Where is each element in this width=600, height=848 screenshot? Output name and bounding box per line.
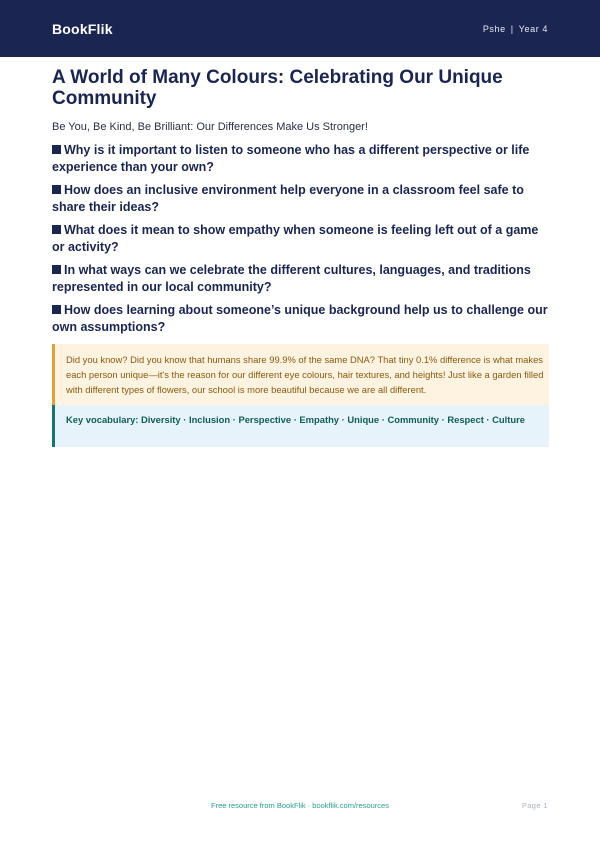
- subject-year-meta: [483, 24, 548, 34]
- main-content: [52, 67, 549, 447]
- question-text: In what ways can we celebrate the different cultures, languages, and traditions represented in our local community?: [52, 263, 531, 294]
- question-item: [52, 222, 549, 256]
- square-bullet-icon: [52, 225, 61, 234]
- subject-label: Pshe: [482, 23, 506, 34]
- question-item: [52, 302, 549, 336]
- brand-logo[interactable]: BookFlik: [52, 20, 113, 37]
- fact-text: Did you know? Did you know that humans share 99.9% of the same DNA? That tiny 0.1% difference is what makes each person unique—it's the reason for our different eye colours, hair textures, and heights! Just like a garden filled with different types of flowers, our school is more beautiful because we are all different.: [66, 354, 544, 395]
- question-list: [52, 142, 549, 336]
- square-bullet-icon: [52, 145, 61, 154]
- question-item: [52, 262, 549, 296]
- page-number: Page 1: [521, 801, 548, 810]
- question-text: How does learning about someone’s unique background help us to challenge our own assumptions?: [52, 303, 548, 334]
- question-text: How does an inclusive environment help everyone in a classroom feel safe to share their ideas?: [52, 183, 524, 214]
- question-item: [52, 182, 549, 216]
- question-item: [52, 142, 549, 176]
- vocab-text: Key vocabulary: Diversity · Inclusion · Perspective · Empathy · Unique · Community · Respect · Culture: [66, 414, 525, 425]
- page-header: [0, 0, 600, 57]
- question-text: What does it mean to show empathy when someone is feeling left out of a game or activity?: [52, 223, 539, 254]
- meta-separator: |: [510, 23, 514, 34]
- page-subtitle: Be You, Be Kind, Be Brilliant: Our Differences Make Us Stronger!: [52, 121, 368, 133]
- did-you-know-box: [52, 344, 549, 405]
- square-bullet-icon: [52, 185, 61, 194]
- page-title: A World of Many Colours: Celebrating Our Unique Community: [52, 67, 503, 109]
- year-label: Year 4: [518, 23, 548, 34]
- square-bullet-icon: [52, 305, 61, 314]
- question-text: Why is it important to listen to someone who has a different perspective or life experience than your own?: [52, 143, 530, 174]
- key-vocabulary-box: [52, 405, 549, 447]
- page-footer: [0, 801, 600, 815]
- square-bullet-icon: [52, 265, 61, 274]
- footer-credit-link[interactable]: Free resource from BookFlik · bookflik.com/resources: [211, 801, 389, 810]
